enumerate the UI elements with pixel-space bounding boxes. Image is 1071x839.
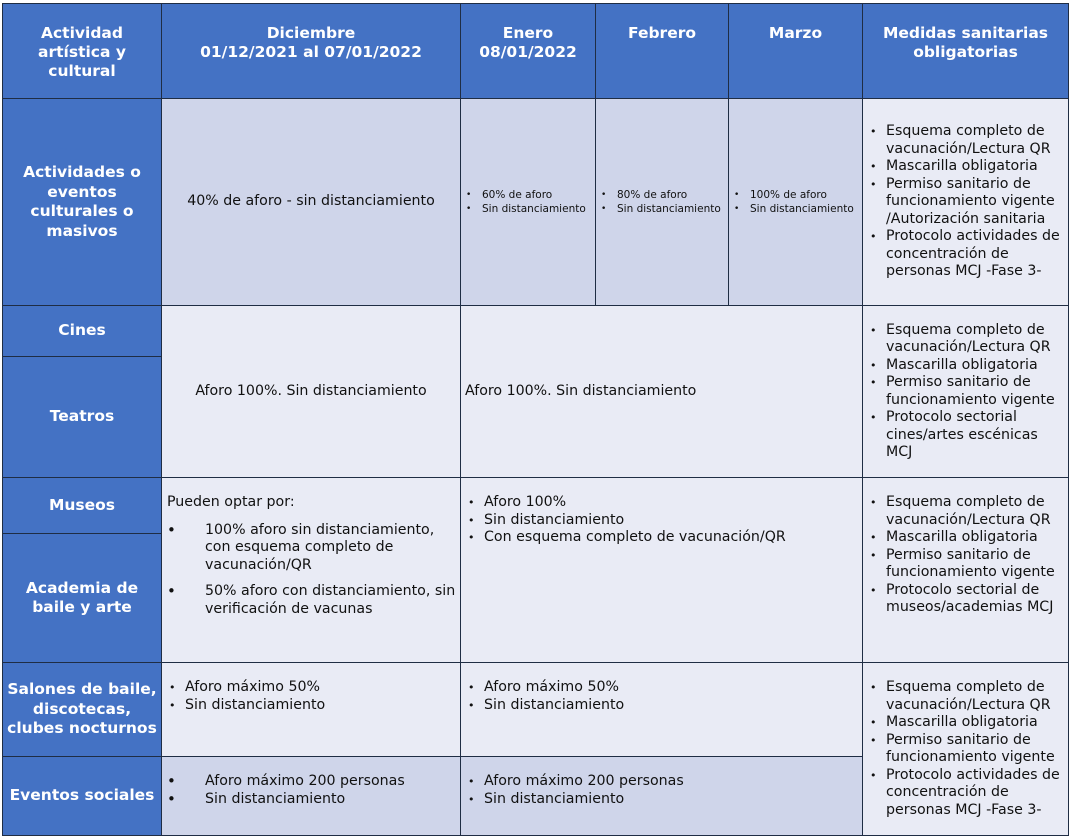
- cultural-measures-list: [864, 123, 1067, 281]
- list-item: • Aforo máximo 50%: [462, 679, 861, 697]
- museos-december-list: [163, 522, 459, 619]
- row-label-eventos: Eventos sociales: [3, 757, 162, 836]
- header-december-month: Diciembre: [266, 24, 356, 42]
- salones-jan-mar: [461, 663, 863, 757]
- header-january: [461, 4, 596, 99]
- list-item: • Aforo máximo 200 personas: [462, 773, 861, 791]
- list-item: • Permiso sanitario de funcionamiento vigente: [864, 374, 1067, 409]
- museos-jan-mar: [461, 478, 863, 663]
- salones-measures-list: [864, 679, 1067, 819]
- list-item: • Permiso sanitario de funcionamiento vigente: [864, 732, 1067, 767]
- header-row: [3, 4, 1069, 99]
- table-row: [3, 663, 1069, 757]
- list-item: • 50% aforo con distanciamiento, sin verificación de vacunas: [163, 583, 459, 618]
- list-item: • 80% de aforo: [597, 188, 727, 202]
- list-item: • Aforo máximo 200 personas: [163, 773, 459, 791]
- list-item: • Esquema completo de vacunación/Lectura QR: [864, 679, 1067, 714]
- list-item: • 100% aforo sin distanciamiento, con esquema completo de vacunación/QR: [163, 522, 459, 575]
- header-january-date: 08/01/2022: [479, 43, 577, 61]
- cultural-march-list: [730, 188, 861, 216]
- header-december-range: 01/12/2021 al 07/01/2022: [200, 43, 422, 61]
- list-item: • Protocolo actividades de concentración de personas MCJ -Fase 3-: [864, 767, 1067, 820]
- header-january-month: Enero: [502, 24, 554, 42]
- list-item: • Aforo 100%: [462, 494, 861, 512]
- salones-december: [162, 663, 461, 757]
- eventos-december: [162, 757, 461, 836]
- cultural-measures: [863, 99, 1069, 306]
- museos-measures: [863, 478, 1069, 663]
- cultural-february: [596, 99, 729, 306]
- list-item: • Sin distanciamiento: [730, 202, 861, 216]
- header-december: [162, 4, 461, 99]
- list-item: • Esquema completo de vacunación/Lectura QR: [864, 494, 1067, 529]
- list-item: • Sin distanciamiento: [462, 512, 861, 530]
- table-row: [3, 478, 1069, 534]
- salones-measures: [863, 663, 1069, 836]
- sanitary-measures-table: [2, 3, 1069, 836]
- list-item: • Permiso sanitario de funcionamiento vigente: [864, 547, 1067, 582]
- eventos-jan-mar: [461, 757, 863, 836]
- row-label-cines: Cines: [3, 306, 162, 357]
- salones-jan-mar-list: [462, 679, 861, 714]
- list-item: • Mascarilla obligatoria: [864, 158, 1067, 176]
- list-item: • Mascarilla obligatoria: [864, 529, 1067, 547]
- museos-december-intro: Pueden optar por:: [167, 494, 295, 510]
- list-item: • Sin distanciamiento: [597, 202, 727, 216]
- row-label-cultural: Actividades o eventos culturales o masivos: [3, 99, 162, 306]
- cultural-december: 40% de aforo - sin distanciamiento: [162, 99, 461, 306]
- list-item: • 100% de aforo: [730, 188, 861, 202]
- list-item: • Protocolo actividades de concentración de personas MCJ -Fase 3-: [864, 228, 1067, 281]
- list-item: • Mascarilla obligatoria: [864, 714, 1067, 732]
- list-item: • 60% de aforo: [462, 188, 594, 202]
- list-item: • Mascarilla obligatoria: [864, 357, 1067, 375]
- row-label-academia: Academia de baile y arte: [3, 534, 162, 663]
- header-measures: Medidas sanitarias obligatorias: [863, 4, 1069, 99]
- list-item: • Sin distanciamiento: [462, 202, 594, 216]
- list-item: • Sin distanciamiento: [163, 697, 459, 715]
- cultural-march: [729, 99, 863, 306]
- cultural-february-list: [597, 188, 727, 216]
- list-item: • Con esquema completo de vacunación/QR: [462, 529, 861, 547]
- list-item: • Sin distanciamiento: [163, 791, 459, 809]
- museos-measures-list: [864, 494, 1067, 617]
- teatros-measures-list: [864, 322, 1067, 462]
- museos-december: [162, 478, 461, 663]
- salones-december-list: [163, 679, 459, 714]
- list-item: • Sin distanciamiento: [462, 697, 861, 715]
- header-march: Marzo: [729, 4, 863, 99]
- list-item: • Aforo máximo 50%: [163, 679, 459, 697]
- teatros-december: Aforo 100%. Sin distanciamiento: [162, 306, 461, 478]
- list-item: • Permiso sanitario de funcionamiento vigente /Autorización sanitaria: [864, 176, 1067, 229]
- cultural-january: [461, 99, 596, 306]
- cultural-january-list: [462, 188, 594, 216]
- row-label-teatros: Teatros: [3, 357, 162, 478]
- museos-jan-mar-list: [462, 494, 861, 547]
- eventos-jan-mar-list: [462, 773, 861, 808]
- list-item: • Protocolo sectorial cines/artes escénicas MCJ: [864, 409, 1067, 462]
- header-activity: Actividad artística y cultural: [3, 4, 162, 99]
- teatros-jan-mar: Aforo 100%. Sin distanciamiento: [461, 306, 863, 478]
- list-item: • Esquema completo de vacunación/Lectura QR: [864, 123, 1067, 158]
- row-label-museos: Museos: [3, 478, 162, 534]
- list-item: • Esquema completo de vacunación/Lectura QR: [864, 322, 1067, 357]
- row-label-salones: Salones de baile, discotecas, clubes nocturnos: [3, 663, 162, 757]
- table-row: [3, 99, 1069, 306]
- teatros-measures: [863, 306, 1069, 478]
- list-item: • Sin distanciamiento: [462, 791, 861, 809]
- list-item: • Protocolo sectorial de museos/academias MCJ: [864, 582, 1067, 617]
- table-row: [3, 306, 1069, 357]
- eventos-december-list: [163, 773, 459, 808]
- header-february: Febrero: [596, 4, 729, 99]
